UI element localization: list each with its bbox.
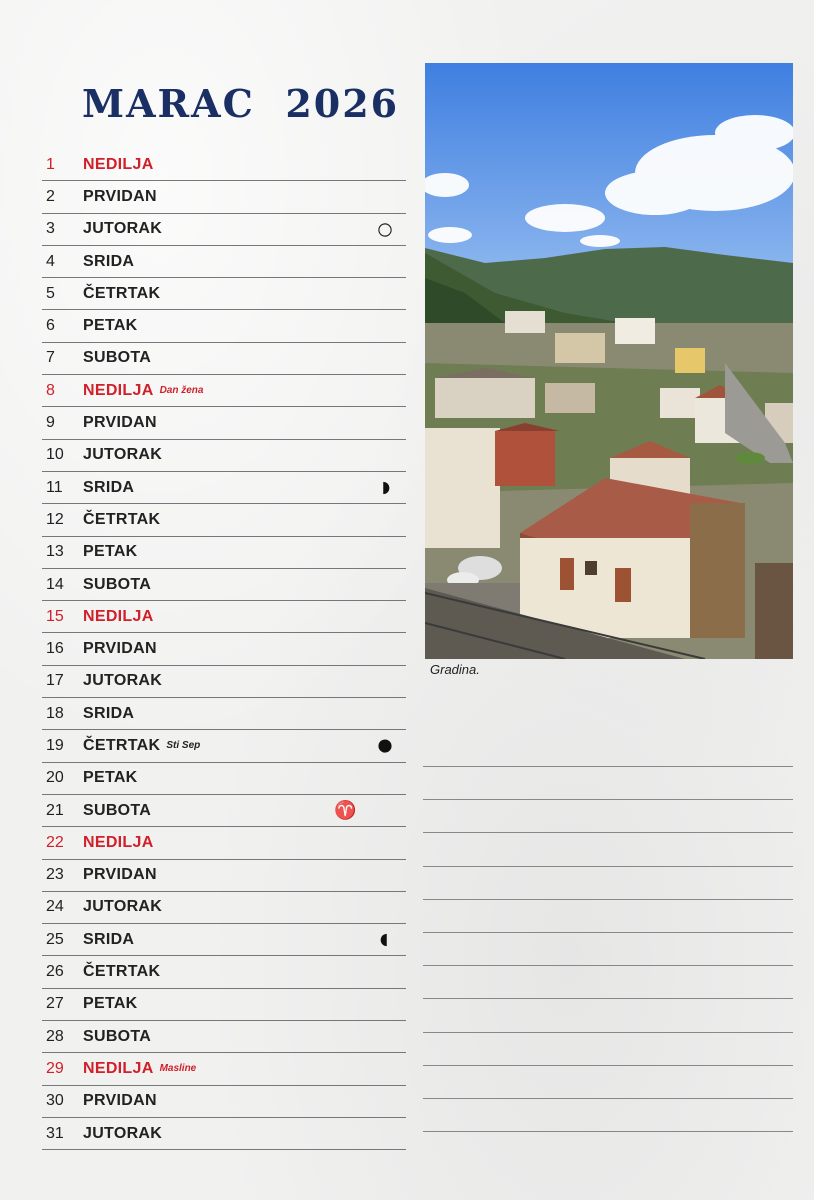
note-line — [423, 866, 793, 899]
day-row — [42, 730, 406, 762]
day-number: 28 — [46, 1027, 64, 1045]
weekday-name: JUTORAK — [83, 446, 163, 464]
day-number: 1 — [46, 155, 55, 173]
day-number: 8 — [46, 381, 55, 399]
day-row — [42, 246, 406, 278]
note-line — [423, 1131, 793, 1164]
note-line — [423, 1065, 793, 1098]
weekday-name: SRIDA — [83, 930, 135, 948]
day-row — [42, 924, 406, 956]
weekday-name: ČETRTAK — [83, 510, 161, 528]
day-number: 31 — [46, 1124, 64, 1142]
day-number: 10 — [46, 446, 64, 464]
day-number: 13 — [46, 543, 64, 561]
weekday-name: PETAK — [83, 317, 138, 335]
day-number: 16 — [46, 640, 64, 658]
day-number: 27 — [46, 995, 64, 1013]
weekday-name: SRIDA — [83, 252, 135, 270]
day-row — [42, 310, 406, 342]
day-number: 3 — [46, 220, 55, 238]
day-row — [42, 892, 406, 924]
day-row — [42, 795, 406, 827]
day-row — [42, 278, 406, 310]
day-number: 4 — [46, 252, 55, 270]
day-number: 14 — [46, 575, 64, 593]
weekday-name: PETAK — [83, 995, 138, 1013]
day-number: 7 — [46, 349, 55, 367]
notes-lines — [423, 766, 793, 1164]
weekday-name: JUTORAK — [83, 672, 163, 690]
day-number: 22 — [46, 833, 64, 851]
day-number: 19 — [46, 736, 64, 754]
day-row — [42, 698, 406, 730]
day-row — [42, 537, 406, 569]
day-row — [42, 343, 406, 375]
day-number: 23 — [46, 866, 64, 884]
day-note: Masline — [159, 1063, 197, 1075]
note-line — [423, 932, 793, 965]
day-row — [42, 601, 406, 633]
weekday-name: PRVIDAN — [83, 640, 157, 658]
weekday-name: JUTORAK — [83, 1124, 163, 1142]
weekday-name: SUBOTA — [83, 1027, 152, 1045]
day-number: 26 — [46, 963, 64, 981]
day-number: 12 — [46, 510, 64, 528]
weekday-name: ČETRTAK — [83, 736, 161, 754]
day-row — [42, 633, 406, 665]
weekday-name: NEDILJA — [83, 833, 154, 851]
day-number: 6 — [46, 317, 55, 335]
day-row — [42, 1086, 406, 1118]
day-note: Sti Sep — [166, 740, 201, 752]
weekday-name: JUTORAK — [83, 898, 163, 916]
aries-icon: ♈ — [334, 799, 357, 820]
weekday-name: NEDILJA — [83, 155, 154, 173]
day-row — [42, 763, 406, 795]
day-number: 17 — [46, 672, 64, 690]
day-number: 18 — [46, 704, 64, 722]
weekday-name: NEDILJA — [83, 607, 154, 625]
day-note: Dan žena — [159, 385, 204, 397]
day-row — [42, 827, 406, 859]
day-row — [42, 666, 406, 698]
day-row — [42, 375, 406, 407]
weekday-name: ČETRTAK — [83, 963, 161, 981]
day-row — [42, 1053, 406, 1085]
day-row — [42, 860, 406, 892]
note-line — [423, 899, 793, 932]
day-number: 15 — [46, 607, 64, 625]
day-number: 2 — [46, 187, 55, 205]
day-number: 21 — [46, 801, 64, 819]
day-row — [42, 472, 406, 504]
weekday-name: SUBOTA — [83, 349, 152, 367]
day-list — [42, 149, 406, 1150]
weekday-name: SRIDA — [83, 704, 135, 722]
day-row — [42, 504, 406, 536]
day-row — [42, 181, 406, 213]
day-row — [42, 407, 406, 439]
day-number: 24 — [46, 898, 64, 916]
day-row — [42, 214, 406, 246]
day-number: 9 — [46, 414, 55, 432]
weekday-name: NEDILJA — [83, 381, 154, 399]
day-row — [42, 1021, 406, 1053]
day-row — [42, 569, 406, 601]
day-row — [42, 149, 406, 181]
month-label: MARAC — [82, 81, 255, 126]
calendar-title — [82, 82, 399, 126]
note-line — [423, 998, 793, 1031]
photo — [425, 63, 793, 659]
weekday-name: PETAK — [83, 543, 138, 561]
weekday-name: PRVIDAN — [83, 866, 157, 884]
note-line — [423, 1032, 793, 1065]
day-number: 5 — [46, 284, 55, 302]
note-line — [423, 1098, 793, 1131]
day-row — [42, 440, 406, 472]
note-line — [423, 965, 793, 998]
day-number: 11 — [46, 478, 63, 496]
weekday-name: ČETRTAK — [83, 284, 161, 302]
day-number: 25 — [46, 930, 64, 948]
weekday-name: PRVIDAN — [83, 1092, 157, 1110]
weekday-name: SUBOTA — [83, 575, 152, 593]
day-row — [42, 1118, 406, 1150]
weekday-name: SRIDA — [83, 478, 135, 496]
day-row — [42, 956, 406, 988]
photo-caption: Gradina. — [430, 662, 480, 677]
weekday-name: PRVIDAN — [83, 414, 157, 432]
note-line — [423, 832, 793, 865]
weekday-name: NEDILJA — [83, 1059, 154, 1077]
weekday-name: JUTORAK — [83, 220, 163, 238]
weekday-name: SUBOTA — [83, 801, 152, 819]
day-number: 30 — [46, 1092, 64, 1110]
year-label: 2026 — [285, 81, 400, 126]
day-row — [42, 989, 406, 1021]
note-line — [423, 766, 793, 799]
weekday-name: PRVIDAN — [83, 187, 157, 205]
day-number: 20 — [46, 769, 64, 787]
day-number: 29 — [46, 1059, 64, 1077]
note-line — [423, 799, 793, 832]
weekday-name: PETAK — [83, 769, 138, 787]
